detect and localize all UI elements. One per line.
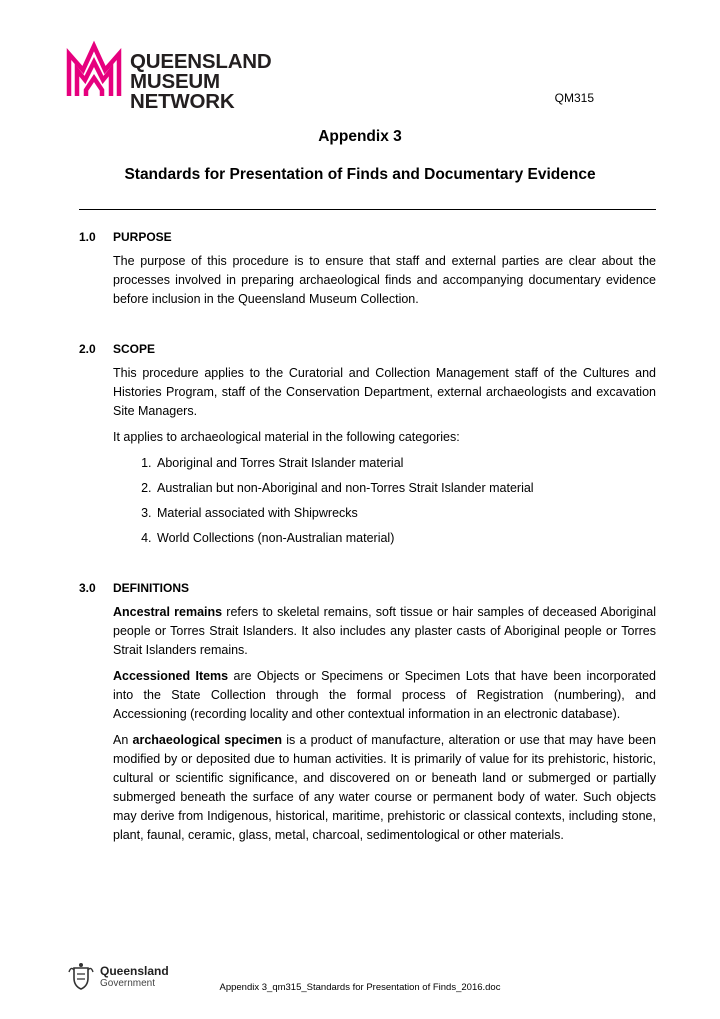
definition-text: refers to skeletal remains, soft tissue or hair samples of deceased Aboriginal people or Torres Strait Islanders. It also includes any plaster casts of Aboriginal people or Torres Strait Islanders remains.: [113, 605, 656, 657]
logo-line-2: MUSEUM NETWORK: [130, 70, 235, 113]
paragraph: It applies to archaeological material in the following categories:: [113, 430, 460, 444]
section-body: [113, 364, 656, 554]
footer-logo-line-1: Queensland: [100, 964, 169, 978]
defined-term: Accessioned Items: [113, 669, 229, 683]
list-item: 3. Material associated with Shipwrecks: [155, 504, 656, 523]
queensland-museum-network-logo: [66, 40, 326, 113]
paragraph: This procedure applies to the Curatorial and Collection Management staff of the Cultures and Histories Program, staff of the Conservation Department, external archaeologists and excavation Site Managers.: [113, 366, 656, 418]
section-heading: SCOPE: [113, 342, 156, 356]
qm-mark-icon: [66, 40, 122, 98]
list-item: 2. Australian but non-Aboriginal and non-Torres Strait Islander material: [155, 479, 656, 498]
definition-text: is a product of manufacture, alteration or use that may have been modified by or deposited due to human activities. It is primarily of value for its prehistoric, historic, cultural or scientific significance, and discovered on or beneath land or submerged or partially submerged beneath the surface of any water course or permanent body of water. Such objects may derive from Indigenous, historical, maritime, prehistoric or classical contexts, including stone, plant, faunal, ceramic, glass, metal, charcoal, sedimentological or other materials.: [113, 733, 656, 842]
footer-filename: Appendix 3_qm315_Standards for Presentation of Finds_2016.doc: [219, 982, 501, 993]
defined-term: archaeological specimen: [132, 733, 282, 747]
section-body: [113, 252, 656, 316]
section-heading: PURPOSE: [113, 230, 172, 244]
section-number: 1.0: [79, 230, 96, 244]
list-item: 1. Aboriginal and Torres Strait Islander material: [155, 454, 656, 473]
definition-accessioned-items: [113, 667, 656, 724]
paragraph: The purpose of this procedure is to ensure that staff and external parties are clear about the processes involved in preparing archaeological finds and accompanying documentary evidence before inclusion in the Queensland Museum Collection.: [113, 254, 656, 306]
title-divider: [79, 209, 656, 210]
document-code: QM315: [554, 91, 594, 105]
list-item: 4. World Collections (non-Australian material): [155, 529, 656, 548]
section-heading: DEFINITIONS: [113, 581, 190, 595]
definition-ancestral-remains: [113, 603, 656, 660]
appendix-title: Appendix 3: [318, 128, 402, 145]
logo-line-1: QUEENSLAND: [130, 50, 272, 73]
section-number: 3.0: [79, 581, 96, 595]
definition-prefix: An: [113, 733, 133, 747]
definition-text: are Objects or Specimens or Specimen Lots that have been incorporated into the State Collection through the formal process of Registration (numbering), and Accessioning (recording locality and other contextual information in an electronic database).: [113, 669, 657, 721]
footer-logo-line-2: Government: [100, 978, 156, 989]
section-number: 2.0: [79, 342, 96, 356]
definition-archaeological-specimen: [113, 731, 656, 845]
category-list: [113, 454, 656, 548]
defined-term: Ancestral remains: [113, 605, 223, 619]
document-title: Standards for Presentation of Finds and Documentary Evidence: [124, 166, 596, 183]
section-body: [113, 603, 656, 852]
logo-wordmark: [130, 52, 326, 112]
